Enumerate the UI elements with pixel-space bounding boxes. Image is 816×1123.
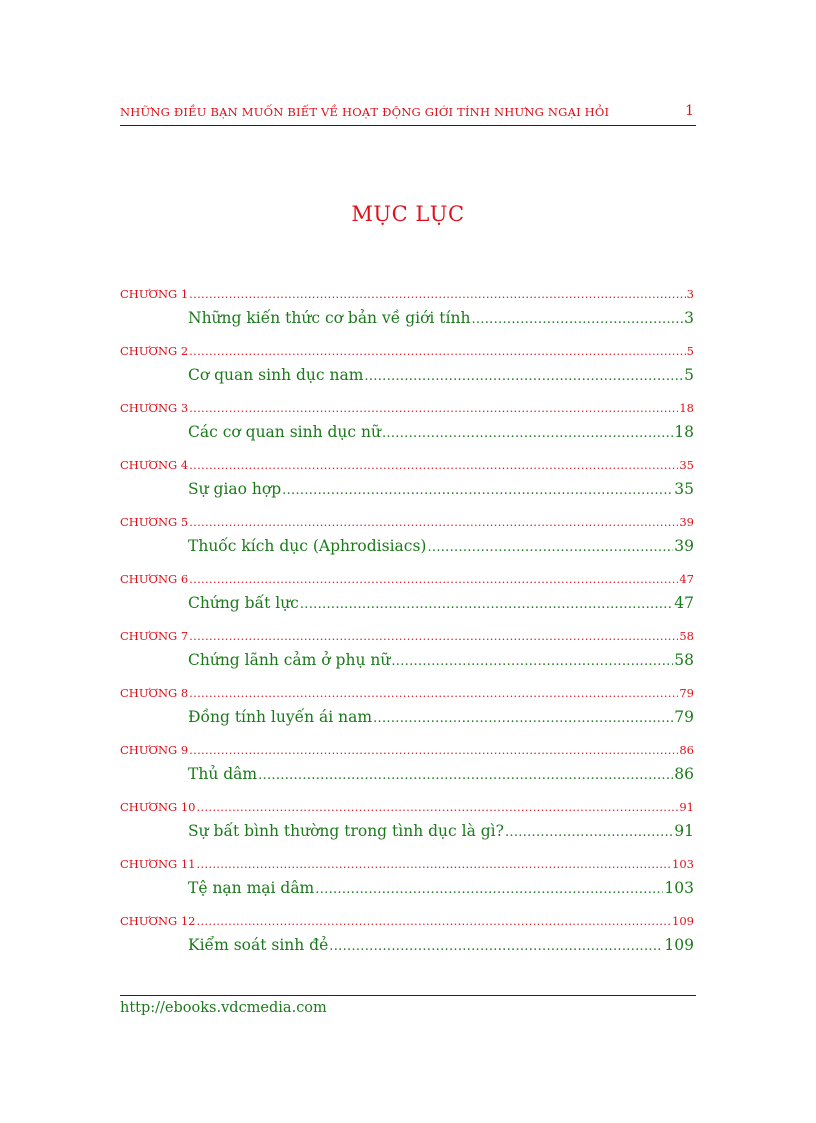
toc-chapter-page: 86 (679, 743, 694, 757)
toc-section-link[interactable] (120, 708, 694, 740)
toc-chapter-label: CHƯƠNG 9 (120, 743, 189, 757)
dot-leader (300, 597, 673, 612)
toc-chapter-page: 5 (686, 344, 694, 358)
toc-section-title: Chứng bất lực (188, 594, 299, 612)
toc-entry (120, 569, 694, 626)
toc-section-link[interactable] (120, 936, 694, 968)
toc-section-link[interactable] (120, 765, 694, 797)
toc-section-page: 18 (674, 423, 694, 441)
dot-leader (189, 743, 678, 757)
toc-chapter-page: 39 (679, 515, 694, 529)
toc-chapter-page: 18 (679, 401, 694, 415)
toc-entry (120, 740, 694, 797)
toc-entry (120, 854, 694, 911)
toc-entry (120, 683, 694, 740)
toc-chapter-label: CHƯƠNG 2 (120, 344, 189, 358)
toc-chapter-link[interactable] (120, 398, 694, 423)
toc-section-link[interactable] (120, 651, 694, 683)
toc-section-page: 58 (674, 651, 694, 669)
toc-chapter-label: CHƯƠNG 1 (120, 287, 189, 301)
dot-leader (189, 572, 678, 586)
dot-leader (189, 458, 678, 472)
dot-leader (471, 312, 683, 327)
toc-section-page: 86 (674, 765, 694, 783)
toc-section-title: Thuốc kích dục (Aphrodisiacs) (188, 537, 427, 555)
toc-section-link[interactable] (120, 423, 694, 455)
toc-entry (120, 797, 694, 854)
dot-leader (197, 914, 672, 928)
dot-leader (329, 939, 663, 954)
footer-url-link[interactable]: http://ebooks.vdcmedia.com (120, 1000, 327, 1016)
toc-section-page: 39 (674, 537, 694, 555)
toc-entry (120, 455, 694, 512)
dot-leader (189, 401, 678, 415)
toc-chapter-label: CHƯƠNG 5 (120, 515, 189, 529)
toc-section-title: Sự bất bình thường trong tình dục là gì? (188, 822, 504, 840)
toc-section-link[interactable] (120, 537, 694, 569)
toc-section-title: Cơ quan sinh dục nam (188, 366, 364, 384)
toc-chapter-label: CHƯƠNG 10 (120, 800, 196, 814)
toc-chapter-link[interactable] (120, 626, 694, 651)
toc-entry (120, 341, 694, 398)
toc-chapter-page: 79 (679, 686, 694, 700)
toc-chapter-link[interactable] (120, 911, 694, 936)
dot-leader (373, 711, 673, 726)
dot-leader (189, 344, 686, 358)
toc-section-page: 47 (674, 594, 694, 612)
toc-chapter-link[interactable] (120, 740, 694, 765)
toc-chapter-page: 109 (672, 914, 694, 928)
toc-section-title: Thủ dâm (188, 765, 258, 783)
toc-chapter-label: CHƯƠNG 6 (120, 572, 189, 586)
toc-section-page: 103 (664, 879, 694, 897)
toc-entry (120, 911, 694, 968)
toc-entry (120, 398, 694, 455)
toc-chapter-page: 103 (672, 857, 694, 871)
toc-chapter-page: 47 (679, 572, 694, 586)
dot-leader (189, 287, 686, 301)
toc-chapter-label: CHƯƠNG 3 (120, 401, 189, 415)
toc-chapter-link[interactable] (120, 569, 694, 594)
toc-chapter-page: 35 (679, 458, 694, 472)
toc-section-page: 91 (674, 822, 694, 840)
dot-leader (189, 629, 678, 643)
table-of-contents (120, 284, 694, 968)
toc-entry (120, 512, 694, 569)
header-page-number: 1 (685, 103, 694, 119)
toc-chapter-page: 3 (686, 287, 694, 301)
page-title: MỤC LỤC (351, 202, 465, 226)
toc-chapter-label: CHƯƠNG 4 (120, 458, 189, 472)
dot-leader (382, 426, 673, 441)
toc-chapter-label: CHƯƠNG 12 (120, 914, 196, 928)
toc-chapter-link[interactable] (120, 683, 694, 708)
toc-section-page: 79 (674, 708, 694, 726)
dot-leader (197, 800, 679, 814)
toc-chapter-link[interactable] (120, 341, 694, 366)
toc-section-title: Các cơ quan sinh dục nữ (188, 423, 381, 441)
toc-section-page: 3 (684, 309, 694, 327)
toc-chapter-link[interactable] (120, 797, 694, 822)
toc-section-page: 35 (674, 480, 694, 498)
toc-section-link[interactable] (120, 594, 694, 626)
toc-section-title: Đồng tính luyến ái nam (188, 708, 373, 726)
toc-section-link[interactable] (120, 309, 694, 341)
toc-chapter-link[interactable] (120, 455, 694, 480)
toc-section-page: 5 (684, 366, 694, 384)
dot-leader (315, 882, 663, 897)
toc-section-link[interactable] (120, 822, 694, 854)
toc-section-title: Chứng lãnh cảm ở phụ nữ (188, 651, 391, 669)
dot-leader (282, 483, 673, 498)
dot-leader (189, 686, 678, 700)
toc-chapter-page: 58 (679, 629, 694, 643)
toc-section-title: Tệ nạn mại dâm (188, 879, 315, 897)
toc-section-title: Kiểm soát sinh đẻ (188, 936, 329, 954)
toc-section-link[interactable] (120, 480, 694, 512)
toc-chapter-label: CHƯƠNG 8 (120, 686, 189, 700)
dot-leader (505, 825, 673, 840)
dot-leader (197, 857, 672, 871)
toc-entry (120, 284, 694, 341)
dot-leader (258, 768, 673, 783)
dot-leader (391, 654, 673, 669)
dot-leader (427, 540, 673, 555)
dot-leader (364, 369, 683, 384)
toc-chapter-link[interactable] (120, 512, 694, 537)
toc-section-link[interactable] (120, 879, 694, 911)
toc-chapter-link[interactable] (120, 854, 694, 879)
page-header (120, 103, 696, 126)
toc-section-link[interactable] (120, 366, 694, 398)
toc-chapter-page: 91 (679, 800, 694, 814)
toc-chapter-label: CHƯƠNG 7 (120, 629, 189, 643)
toc-chapter-label: CHƯƠNG 11 (120, 857, 196, 871)
header-title: NHỮNG ĐIỀU BẠN MUỐN BIẾT VỀ HOẠT ĐỘNG GIỚI TÍNH NHƯNG NGẠI HỎI (120, 105, 610, 119)
toc-entry (120, 626, 694, 683)
toc-section-title: Những kiến thức cơ bản về giới tính (188, 309, 471, 327)
toc-section-page: 109 (664, 936, 694, 954)
toc-section-title: Sự giao hợp (188, 480, 282, 498)
dot-leader (189, 515, 678, 529)
toc-chapter-link[interactable] (120, 284, 694, 309)
page-footer (120, 995, 696, 1016)
